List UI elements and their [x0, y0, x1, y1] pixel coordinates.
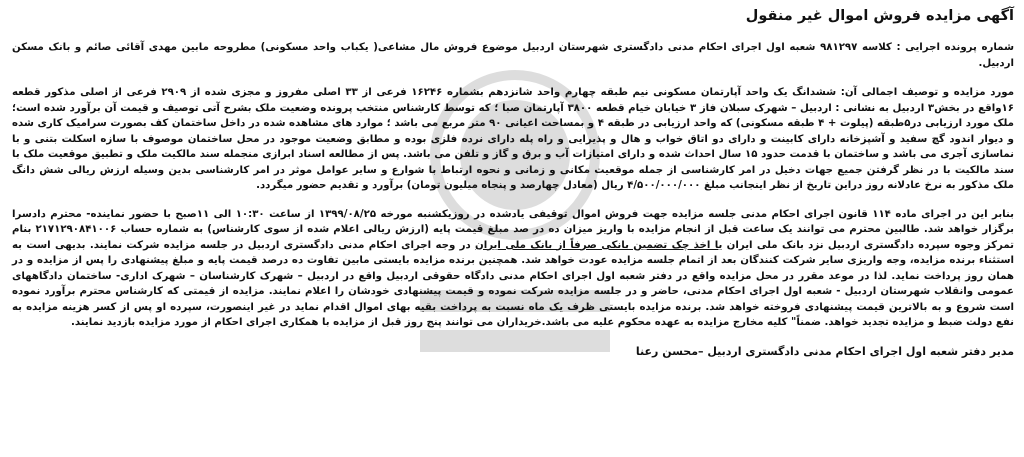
auction-terms-part1: بنابر این در اجرای ماده ۱۱۴ قانون اجرای احکام مدنی جلسه مزایده جهت فروش اموال توقیفی یادشده در روزیکشنبه مورخه ۱۳۹۹/۰۸/۲۵ از ساعت ۱۰:۳۰ الی ۱۱صبح با حضور نماینده- محترم دادسرا برگزار خواهد شد. طالبین محترم می توانند یک ساعت قبل از انجام مزایده با واریز میزان ده در صد مبلغ قیمت پایه (ارزش ریالی اعلام شده از سوی کارشناس) به شماره حساب ۲۱۷۱۲۹۰۸۴۱۰۰۶ بنام تمرکز وجوه سپرده دادگستری اردبیل نزد بانک ملی ایران: [12, 208, 1014, 251]
page-title: آگهی مزایده فروش اموال غیر منقول: [745, 8, 1014, 24]
auction-terms: [12, 207, 1014, 331]
auction-terms-underlined: یا اخذ چک تضمین بانکی صرفاً از بانک ملی ایران: [475, 239, 723, 251]
signature-line: مدیر دفتر شعبه اول اجرای احکام مدنی دادگستری اردبیل –محسن رعنا: [635, 344, 1014, 358]
case-intro: شماره پرونده اجرایی : کلاسه ۹۸۱۲۹۷ شعبه اول اجرای احکام مدنی دادگستری شهرستان اردبیل موضوع فروش مال مشاعی( یکباب واحد مسکونی) مطروحه مابین مهدی آقائی صائم و بانک مسکن اردبیل.: [12, 42, 1014, 69]
auction-terms-part2: در وجه اجرای احکام مدنی دادگستری اردبیل در جلسه مزایده شرکت نمایند. بدیهی است به استثناء برنده مزایده، وجه واریزی سایر شرکت کنندگان بعد از اتمام جلسه مزایده عودت خواهد شد. همچنین برنده مزایده بایستی مابین تفاوت ده درصد قیمت پایه و مبلغ پیشنهادی را پس از مزایده و در همان روز پرداخت نماید. لذا در موعد مقرر در محل مزایده واقع در دفتر شعبه اول اجرای احکام مدنی دادگاه حقوقی اردبیل واقع در اردبیل – شهرک کارشناسان – شهرک اداری- ساختمان دادگاههای عمومی وانقلاب شهرستان اردبیل - شعبه اول اجرای احکام مدنی، حاضر و در جلسه مزایده شرکت نموده و قیمت پیشنهادی خودشان را اعلام نمایند. مزایده از قیمتی که کارشناس محترم برآورد نموده است شروع و به بالاترین قیمت پیشنهادی فروخته خواهد شد. برنده مزایده بایستی ظرف یک ماه نسبت به پرداخت بقیه بهای اموال اقدام نماید در غیر اینصورت، سپرده او پس از کسر هزینه مزایده به نفع دولت ضبط و مزایده تجدید خواهد. ضمناً" کلیه مخارج مزایده به عهده محکوم علیه می باشد.خریداران می توانند پنج روز قبل از مزایده با همکاری اجرای احکام از مورد مزایده بازدید نمایند.: [12, 239, 1014, 328]
property-description: مورد مزایده و توصیف اجمالی آن: ششدانگ یک واحد آپارتمان مسکونی نیم طبقه چهارم واحد شانزدهم بشماره ۱۶۲۴۶ فرعی از ۳۳ اصلی مفروز و مجزی شده از ۲۹۰۹ فرعی از اصلی مذکور قطعه ۱۶واقع در بخش۳ اردبیل به نشانی : اردبیل – شهرک سبلان فاز ۳ خیابان خیام قطعه ۳۸۰۰ آپارتمان صبا ؛ که توسط کارشناس منتخب پرونده وضعیت ملک بشرح آتی توصیف و قیمت آن برآورد شده است؛ ملک مورد ارزیابی در۵طبقه (پیلوت + ۴ طبقه مسکونی) که واحد ارزیابی در طبقه ۴ و بمساحت اعیانی ۹۰ متر مربع می باشد ؛ موارد های مشاهده شده در داخل ساختمان کف بصورت سرامیک کاری شده و دیوار اندود گچ سفید و آشپزخانه دارای کابینت و دارای دو اتاق خواب و هال و پذیرایی و راه پله دارای نرده فلزی بوده و مطابق وضعیت موجود در محل ساختمان موصوف با سازه اسکلت بتنی و با نماسازی آجری می باشد و ساختمان با قدمت حدود ۱۵ سال احداث شده و دارای امتیازات آب و برق و گاز و تلفن می باشد. پس از مطالعه اسناد ابرازی منجمله سند مالکیت ملک و تطبیق موقعیت ملک با سند مالکیت با در نظر گرفتن جمیع جهات دخیل در امر کارشناسی از جمله موقعیت مکانی و زمانی و نحوه ارتباط با شوارع و سایر عوامل موثر در امر کارشناسی بدین وسیله ارزش ریالی شش دانگ ملک مذکور به نرخ عادلانه روز دراین تاریخ از نظر اینجانب مبلغ ۴/۵۰۰/۰۰۰/۰۰۰ ریال (معادل چهارصد و پنجاه میلیون تومان) برآورد و تقدیم حضور میگردد.: [12, 87, 1014, 191]
